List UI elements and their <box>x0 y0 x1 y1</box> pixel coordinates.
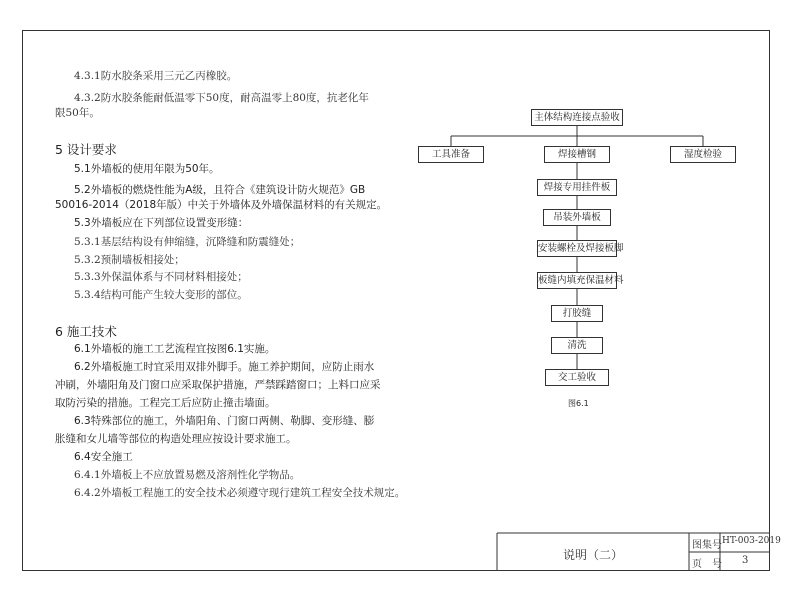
flow-step-weld-hanger-plate: 焊接专用挂件板 <box>537 179 617 196</box>
clause-6-2-cont1: 冲刷，外墙阳角及门窗口应采取保护措施，严禁踩踏窗口；上料口应采 <box>55 379 381 391</box>
clause-6-3-cont: 胀缝和女儿墙等部位的构造处理应按设计要求施工。 <box>55 433 297 445</box>
clause-5-3: 5.3外墙板应在下列部位设置变形缝： <box>74 217 249 229</box>
clause-6-3: 6.3特殊部位的施工，外墙阳角、门窗口两侧、勒脚、变形缝、膨 <box>74 415 375 427</box>
clause-6-2-cont2: 取防污染的措施。工程完工后应防止撞击墙面。 <box>55 397 276 409</box>
figure-caption: 图6.1 <box>568 399 589 408</box>
flow-step-weld-channel: 焊接槽钢 <box>544 146 610 163</box>
clause-5-2-cont: 50016-2014（2018年版）中关于外墙体及外墙保温材料的有关规定。 <box>55 199 388 211</box>
clause-4-3-2: 4.3.2防水胶条能耐低温零下50度，耐高温零上80度，抗老化年 <box>74 92 369 104</box>
clause-6-4: 6.4安全施工 <box>74 451 133 463</box>
clause-6-1: 6.1外墙板的施工工艺流程宜按图6.1实施。 <box>74 343 276 355</box>
clause-6-4-1: 6.4.1外墙板上不应放置易燃及溶剂性化学物品。 <box>74 469 301 481</box>
clause-4-3-1: 4.3.1防水胶条采用三元乙丙橡胶。 <box>74 70 238 82</box>
flow-step-hoist-wall-panel: 吊装外墙板 <box>543 209 611 226</box>
clause-5-1: 5.1外墙板的使用年限为50年。 <box>74 163 220 175</box>
clause-5-3-4: 5.3.4结构可能产生较大变形的部位。 <box>74 289 248 301</box>
flow-step-cleaning: 清洗 <box>551 337 603 354</box>
sheet-title: 说明（二） <box>563 548 624 562</box>
section-6-heading: 6 施工技术 <box>55 324 117 339</box>
clause-5-3-3: 5.3.3外保温体系与不同材料相接处； <box>74 271 248 283</box>
page-number-value: 3 <box>742 555 749 566</box>
flow-step-seal-joints: 打胶缝 <box>551 305 603 322</box>
flow-step-tool-preparation: 工具准备 <box>418 146 484 163</box>
flow-step-main-structure-inspection: 主体结构连接点验收 <box>531 109 623 126</box>
flow-step-handover-acceptance: 交工验收 <box>545 369 609 386</box>
clause-5-3-1: 5.3.1基层结构设有伸缩缝，沉降缝和防震缝处； <box>74 236 301 248</box>
flow-step-humidity-test: 湿度检验 <box>670 146 736 163</box>
atlas-number-value: HT-003-2019 <box>722 536 781 546</box>
clause-6-4-2: 6.4.2外墙板工程施工的安全技术必须遵守现行建筑工程安全技术规定。 <box>74 487 406 499</box>
clause-6-2: 6.2外墙板施工时宜采用双排外脚手。施工养护期间，应防止雨水 <box>74 361 375 373</box>
section-5-heading: 5 设计要求 <box>55 142 117 157</box>
atlas-number-label: 图集号 <box>692 540 722 551</box>
clause-4-3-2-cont: 限50年。 <box>55 107 100 119</box>
page-number-label: 页 号 <box>692 559 722 570</box>
clause-5-3-2: 5.3.2预制墙板相接处； <box>74 254 185 266</box>
flow-step-install-bolts: 安装螺栓及焊接板脚 <box>537 240 617 257</box>
clause-5-2: 5.2外墙板的燃烧性能为A级，且符合《建筑设计防火规范》GB <box>74 184 366 196</box>
flow-step-fill-insulation: 板缝内填充保温材料 <box>537 272 617 289</box>
